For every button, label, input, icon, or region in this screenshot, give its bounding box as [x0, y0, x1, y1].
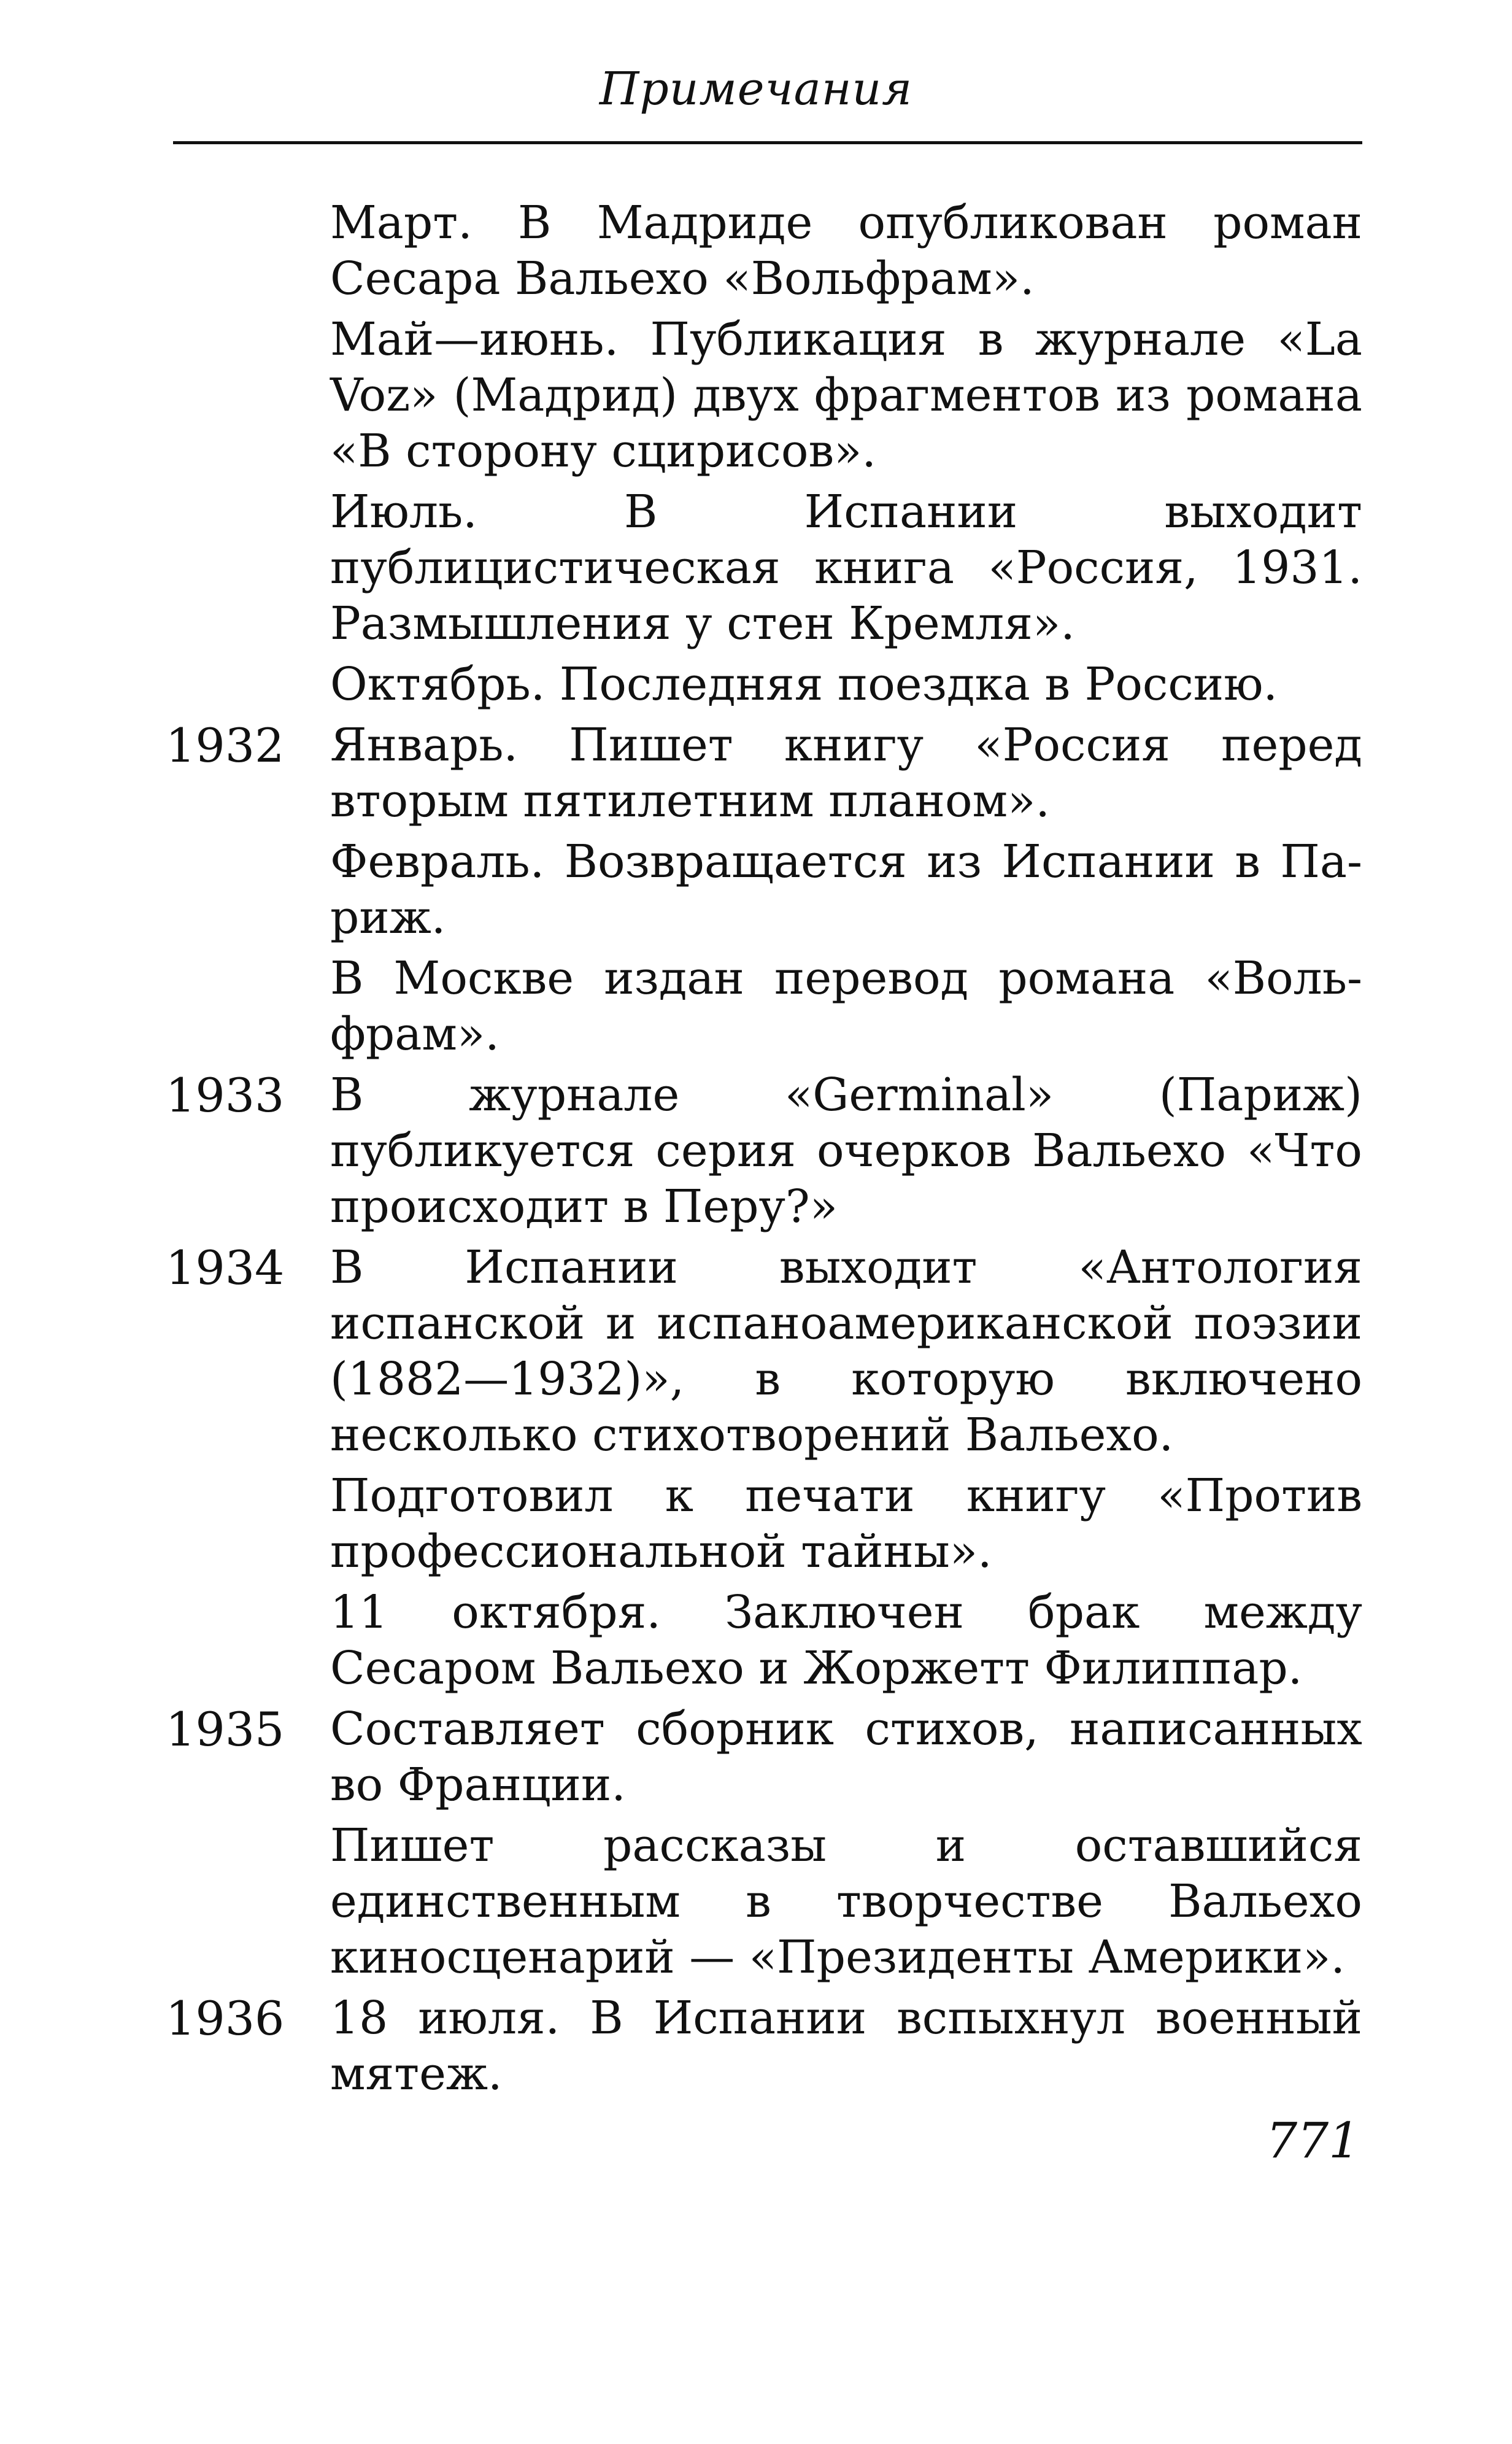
entry-paragraph: В Испании выходит «Антология испанской и испаноамериканской поэзии (1882—1932)», в которую включено несколько стихотворений Вальехо. — [330, 1241, 1362, 1461]
entry-paragraphs — [330, 717, 1362, 1067]
entry-paragraph: Пишет рассказы и оставшийся единственным в творчестве Вальехо киносценарий — «Президенты Америки». — [330, 1819, 1362, 1984]
header-rule — [173, 141, 1362, 144]
chronology-entry — [166, 1240, 1362, 1701]
chronology-entry — [166, 1067, 1362, 1240]
entry-paragraph: Составляет сборник стихов, написанных во Франции. — [330, 1703, 1362, 1811]
entry-paragraphs — [330, 1240, 1362, 1701]
entry-paragraphs — [330, 195, 1362, 717]
entry-paragraph: 11 октября. Заключен брак между Сесаром Вальехо и Жоржетт Филиппар. — [330, 1586, 1362, 1695]
entry-paragraphs — [330, 1701, 1362, 1990]
chronology-entry — [166, 1701, 1362, 1990]
entry-paragraph: В Москве издан перевод романа «Вольфрам». — [330, 952, 1362, 1061]
page-number: 771 — [1266, 2112, 1360, 2169]
running-head: Примечания — [599, 63, 913, 115]
entry-year: 1936 — [166, 1991, 285, 2046]
entry-paragraph: Май—июнь. Публикация в журнале «La Voz» (Мадрид) двух фрагментов из романа «В сторону сцирисов». — [330, 313, 1362, 478]
entry-paragraph: Октябрь. Последняя поездка в Россию. — [330, 658, 1278, 711]
entry-paragraph: 18 июля. В Испании вспыхнул военный мятеж. — [330, 1992, 1362, 2100]
entry-paragraphs — [330, 1067, 1362, 1240]
entry-paragraph: Подготовил к печати книгу «Против профессиональной тайны». — [330, 1469, 1362, 1578]
entry-paragraph: В журнале «Germinal» (Париж) публикуется серия очерков Вальехо «Что происходит в Перу?» — [330, 1069, 1362, 1233]
entry-paragraph: Январь. Пишет книгу «Россия перед вторым пятилетним планом». — [330, 719, 1362, 827]
entry-paragraph: Март. В Мадриде опубликован роман Сесара Вальехо «Вольфрам». — [330, 196, 1362, 305]
entry-year: 1935 — [166, 1702, 285, 1757]
chronology-entry — [166, 717, 1362, 1067]
entry-paragraphs — [330, 1990, 1362, 2107]
chronology-entry — [166, 1990, 1362, 2107]
entry-paragraph: Февраль. Возвращается из Испании в Париж. — [330, 835, 1362, 944]
entry-paragraph: Июль. В Испании выходит публицистическая книга «Россия, 1931. Размышления у стен Кремля». — [330, 485, 1362, 650]
entry-year: 1932 — [166, 718, 285, 773]
chronology — [166, 195, 1362, 2107]
entry-year: 1933 — [166, 1068, 285, 1123]
entry-year: 1934 — [166, 1240, 285, 1295]
chronology-entry — [166, 195, 1362, 717]
